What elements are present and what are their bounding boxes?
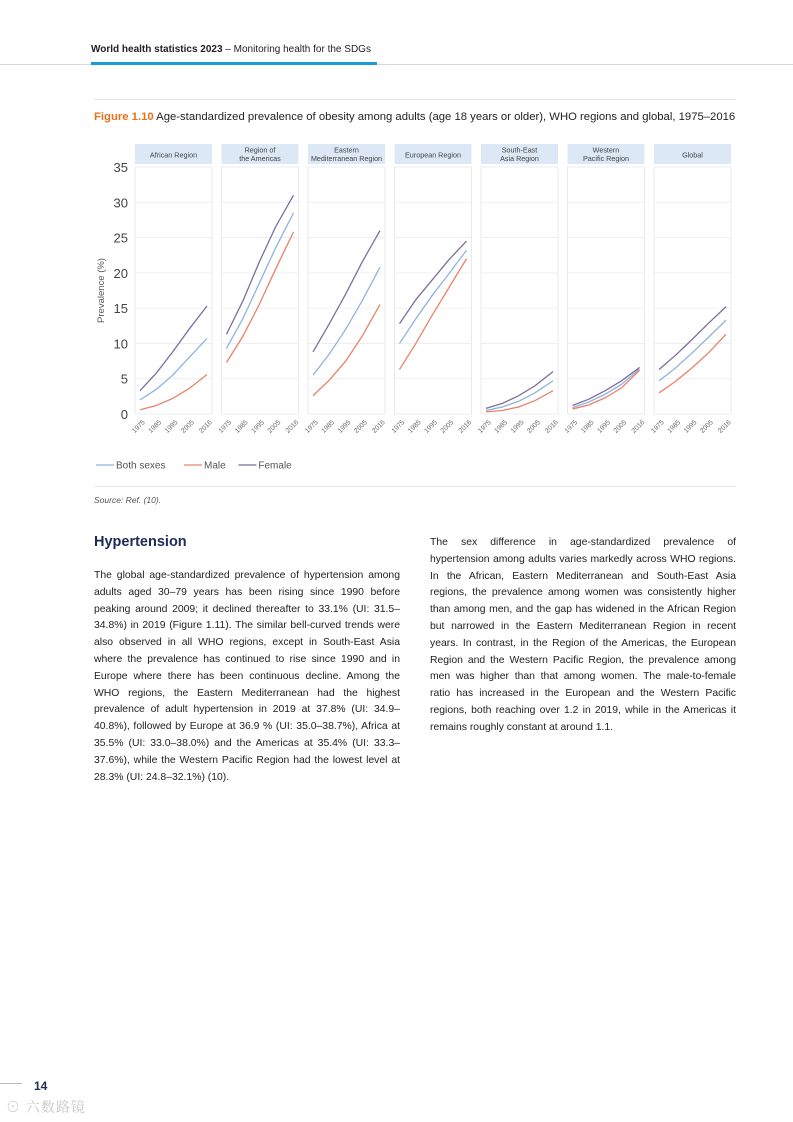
chart-panel: [304, 144, 387, 435]
x-tick-label: 1975: [650, 419, 666, 435]
series-line-both-sexes: [400, 250, 467, 343]
panel-title: [239, 146, 281, 164]
x-tick-label: 2016: [544, 419, 560, 435]
y-tick-label: 10: [113, 336, 128, 352]
section-heading: Hypertension: [94, 534, 187, 550]
x-tick-label: 2016: [284, 419, 301, 435]
series-line-female: [486, 372, 553, 409]
panel-title-line: Global: [682, 150, 703, 160]
chart-panel: [477, 144, 560, 435]
panel-title: [405, 151, 461, 160]
x-tick-label: 2016: [198, 419, 214, 435]
chart-panel: [650, 144, 733, 435]
y-tick-label: 35: [113, 160, 128, 175]
legend-label: Both sexes: [116, 460, 166, 472]
figure-caption: [94, 111, 754, 123]
chart-panel: [564, 144, 647, 435]
body-paragraph-right: The sex difference in age-standardized prevalence of hypertension among adults varies markedly across WHO regions. In the African, Eastern Mediterranean and South-East Asia regions, the prevalence among women was consistently higher than among men, and the gap has widened in the African Region but narrowed in the Eastern Mediterranean Region in recent years. In contrast, in the Region of the Americas, the European Region and the Western Pacific Region, the prevalence among men was higher than that among women. The male-to-female ratio has increased in the European and the Western Pacific regions, both reaching over 1.2 in 2019, while in the Americas it remains roughly constant at around 1.1.: [430, 537, 736, 733]
y-tick-label: 5: [120, 371, 128, 387]
y-tick-label: 25: [113, 230, 128, 246]
figure-bottom-divider: [94, 486, 736, 487]
panel-title-line: Region of: [244, 145, 276, 155]
x-tick-label: 2005: [353, 419, 369, 435]
header-accent-bar: [91, 62, 377, 65]
watermark: [6, 1097, 86, 1117]
body-paragraph-left: The global age-standardized prevalence of hypertension among adults aged 30–79 years has been rising since 1990 before peaking around 2009; it declined thereafter to 33.1% (UI: 31.5–34.8%) in 2019 (Figure 1.11). The similar bell-curved trends were also observed in all WHO regions, except in South-East Asia where the prevalence has continued to rise since 1990 and in Europe where there has been continuous decline. Among the WHO regions, the Eastern Mediterranean had the highest prevalence of adult hypertension in 2019 at 37.8% (UI: 34.9–40.8%), followed by Europe at 36.9 % (UI: 35.0–38.7%), Africa at 35.5% (UI: 33.0–38.0%) and the Americas at 35.4% (UI: 33.3–37.6%), while the Western Pacific Region had the lowest level at 28.3% (UI: 24.8–32.1%) (10).: [94, 570, 400, 783]
page-number-rule: [0, 1083, 22, 1084]
x-tick-label: 1995: [163, 419, 180, 435]
series-line-both-sexes: [140, 338, 207, 399]
x-tick-label: 1985: [320, 419, 337, 435]
x-tick-label: 1985: [406, 419, 423, 435]
panel-frame: [135, 167, 212, 414]
page-number: 14: [34, 1079, 48, 1093]
series-line-female: [313, 231, 380, 352]
x-tick-label: 1995: [596, 419, 612, 435]
panel-title-line: Eastern: [334, 145, 359, 155]
x-tick-label: 1985: [233, 419, 250, 435]
x-tick-label: 2005: [180, 419, 196, 435]
running-header: [91, 44, 371, 55]
panel-title-line: Mediterranean Region: [310, 154, 383, 163]
panel-frame: [395, 167, 472, 414]
figure-caption-text: Age-standardized prevalence of obesity among adults (age 18 years or older), WHO regions and global, 1975–2016: [153, 111, 736, 123]
x-tick-label: 2005: [612, 419, 629, 435]
panel-title-line: the Americas: [239, 154, 281, 163]
x-tick-label: 2016: [630, 419, 647, 435]
x-tick-label: 1995: [682, 419, 699, 435]
x-tick-label: 2005: [526, 419, 542, 435]
x-tick-label: 1975: [477, 419, 493, 435]
series-line-both-sexes: [227, 213, 294, 349]
x-tick-label: 1975: [390, 419, 407, 435]
chart-panel: [218, 144, 301, 435]
x-tick-label: 1995: [423, 419, 439, 435]
x-tick-label: 1975: [131, 419, 147, 435]
watermark-logo-icon: ⊙: [6, 1099, 26, 1115]
chart-panel: [131, 144, 214, 435]
obesity-chart: [94, 140, 736, 480]
x-tick-label: 1975: [217, 419, 234, 435]
series-line-both-sexes: [659, 320, 726, 381]
panel-title-line: South-East: [501, 145, 538, 155]
x-tick-label: 1985: [147, 419, 164, 435]
x-tick-label: 1975: [304, 419, 320, 435]
panel-title-line: Asia Region: [500, 154, 539, 163]
series-line-female: [227, 195, 294, 334]
x-tick-label: 1975: [563, 419, 580, 435]
series-line-male: [400, 259, 467, 370]
x-tick-label: 1995: [509, 419, 526, 435]
report-subtitle: – Monitoring health for the SDGs: [222, 44, 371, 55]
watermark-text: 六数路镜: [25, 1099, 86, 1115]
y-tick-label: 0: [120, 407, 128, 422]
y-tick-label: 15: [113, 301, 128, 317]
panel-frame: [222, 167, 299, 414]
x-tick-label: 2005: [699, 419, 715, 435]
series-line-male: [227, 232, 294, 363]
panel-title-line: African Region: [149, 150, 198, 160]
series-line-male: [313, 305, 380, 396]
x-tick-label: 1985: [666, 419, 683, 435]
y-axis-title: Prevalence (%): [96, 258, 107, 323]
legend-label: Male: [204, 460, 226, 472]
y-tick-label: 30: [113, 195, 128, 211]
legend-label: Female: [258, 460, 292, 472]
panel-frame: [308, 167, 385, 414]
x-tick-label: 2005: [439, 419, 456, 435]
figure-source: Source: Ref. (10).: [94, 495, 162, 505]
x-tick-label: 2005: [266, 419, 283, 435]
figure-top-divider: [94, 99, 736, 100]
panel-title: [150, 151, 197, 160]
x-tick-label: 1985: [493, 419, 510, 435]
series-line-female: [573, 367, 640, 405]
panel-title: [500, 146, 539, 164]
panel-title-line: Pacific Region: [583, 154, 629, 163]
report-title: World health statistics 2023: [91, 44, 223, 55]
chart-panel: [391, 144, 474, 435]
figure-label: Figure 1.10: [94, 111, 154, 123]
x-tick-label: 2016: [371, 419, 387, 435]
x-tick-label: 1985: [579, 419, 596, 435]
series-line-female: [400, 241, 467, 324]
x-tick-label: 2016: [717, 419, 733, 435]
panel-title: [682, 151, 703, 160]
panel-title-line: European Region: [405, 150, 461, 160]
x-tick-label: 2016: [457, 419, 474, 435]
x-tick-label: 1995: [250, 419, 266, 435]
panel-frame: [654, 167, 731, 414]
y-tick-label: 20: [113, 265, 128, 281]
series-line-female: [659, 307, 726, 370]
panel-title-line: Western: [592, 145, 620, 155]
x-tick-label: 1995: [336, 419, 353, 435]
